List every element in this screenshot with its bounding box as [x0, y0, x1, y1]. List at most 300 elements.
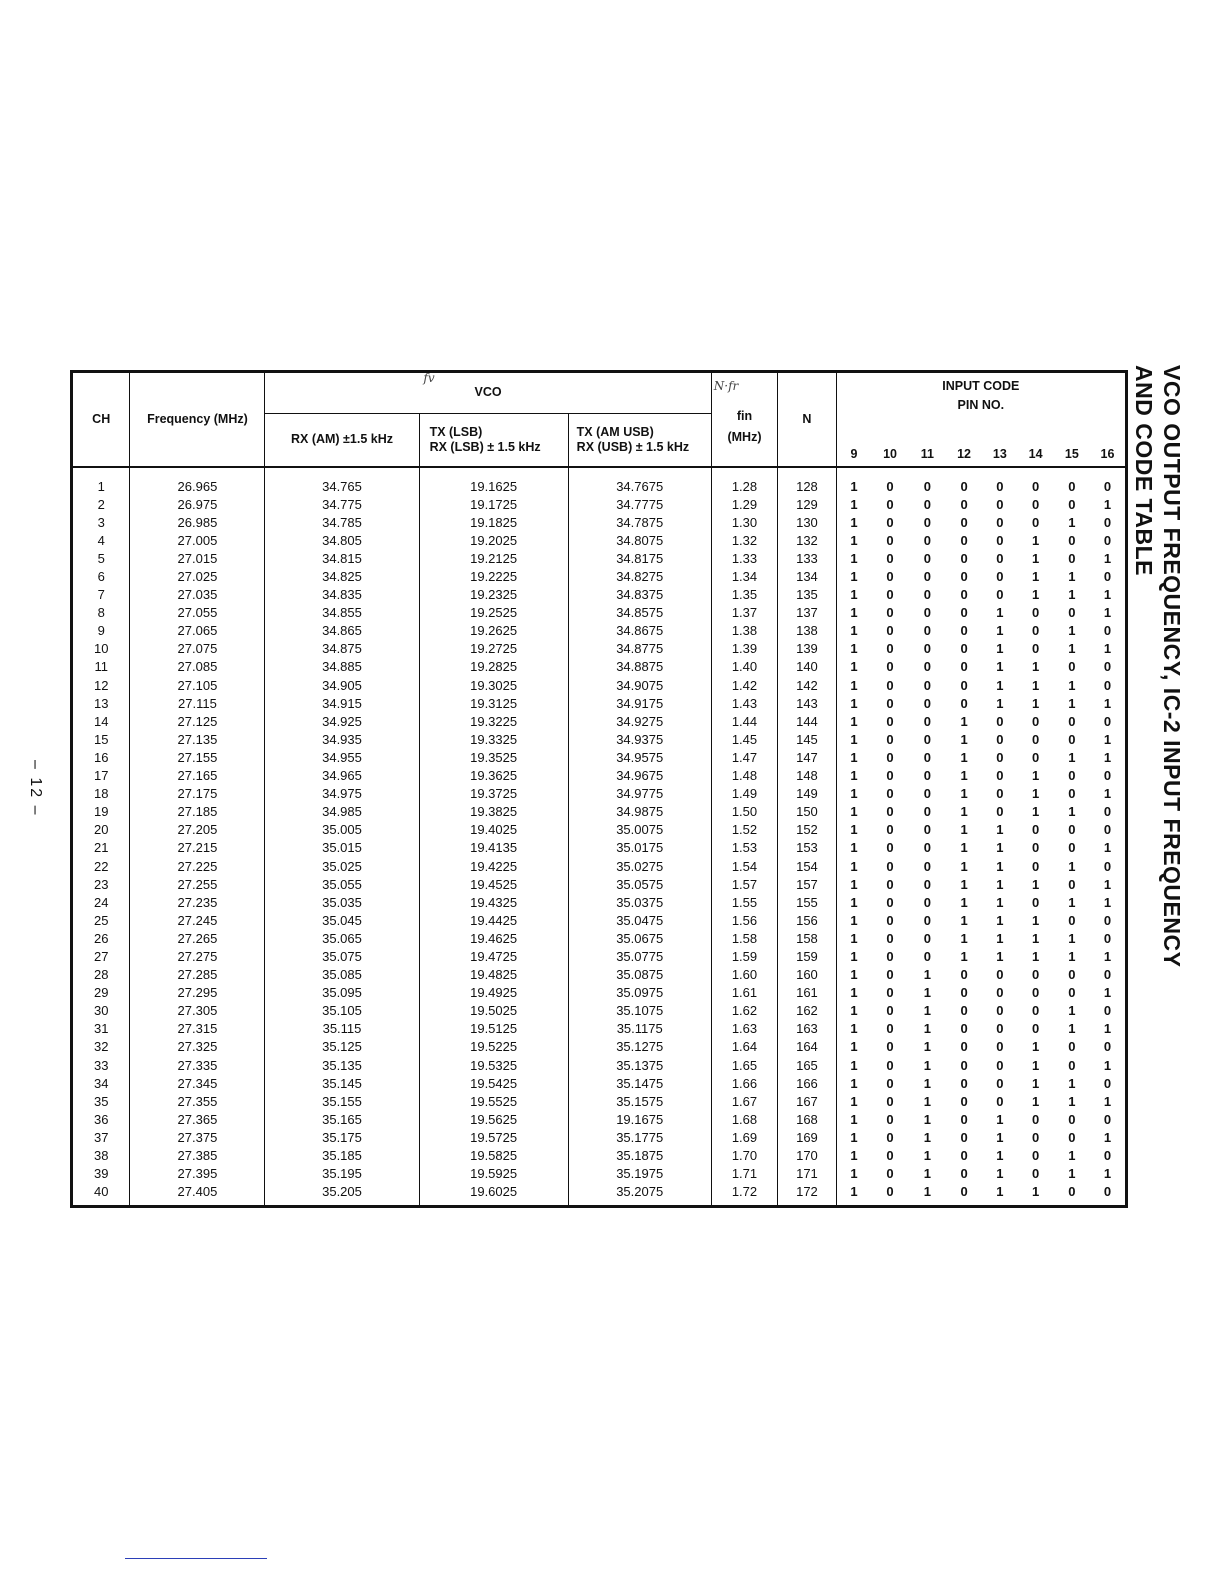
cell-pin-code: 0 — [923, 695, 931, 711]
cell-pin-code: 1 — [1031, 876, 1040, 892]
cell-tx-lsb: 19.5625 — [419, 1111, 568, 1129]
cell-pin-code: 0 — [886, 967, 894, 983]
cell-fin: 1.29 — [711, 496, 777, 514]
cell-rx-am: 34.875 — [265, 640, 419, 658]
cell-n: 156 — [778, 912, 836, 930]
cell-n: 143 — [778, 695, 836, 713]
cell-rx-am: 35.075 — [265, 948, 419, 966]
cell-pin-code: 1 — [996, 605, 1004, 621]
handwritten-nfr-annotation: N·fr — [713, 379, 739, 393]
table-row — [72, 857, 1127, 875]
cell-ch: 22 — [93, 858, 109, 874]
cell-tx-lsb: 19.6025 — [419, 1183, 568, 1207]
cell-pin-code: 1 — [1068, 948, 1076, 964]
cell-n: 150 — [778, 803, 836, 821]
cell-n: 159 — [778, 948, 836, 966]
cell-tx-am-usb: 35.1375 — [568, 1057, 711, 1075]
cell-n: 161 — [778, 984, 836, 1002]
cell-rx-am: 34.805 — [265, 532, 419, 550]
page-title — [1130, 365, 1186, 967]
cell-ch: 15 — [93, 731, 109, 747]
cell-ch: 1 — [97, 478, 105, 494]
cell-tx-am-usb: 35.1875 — [568, 1147, 711, 1165]
cell-pin-code: 1 — [1031, 532, 1040, 548]
cell-pin-code: 0 — [1103, 478, 1112, 494]
cell-fin: 1.38 — [711, 622, 777, 640]
cell-pin-code: 1 — [1068, 1148, 1076, 1164]
cell-rx-am: 34.965 — [265, 767, 419, 785]
cell-fin: 1.33 — [711, 550, 777, 568]
cell-pin-code: 0 — [1103, 1111, 1112, 1127]
cell-fin: 1.55 — [711, 894, 777, 912]
cell-fin: 1.63 — [711, 1020, 777, 1038]
cell-pin-code: 0 — [1068, 912, 1076, 928]
cell-pin-code: 1 — [836, 1093, 871, 1111]
cell-rx-am: 35.155 — [265, 1093, 419, 1111]
table-row — [72, 1111, 1127, 1129]
cell-freq: 27.235 — [130, 894, 265, 912]
cell-pin-code: 1 — [1031, 569, 1040, 585]
cell-tx-am-usb: 35.0875 — [568, 966, 711, 984]
cell-pin-code: 1 — [836, 1075, 871, 1093]
cell-freq: 27.015 — [130, 550, 265, 568]
table-row — [72, 984, 1127, 1002]
cell-pin-code: 1 — [1031, 677, 1040, 693]
cell-pin-code: 0 — [886, 514, 894, 530]
cell-pin-code: 1 — [1103, 985, 1112, 1001]
cell-tx-lsb: 19.3025 — [419, 677, 568, 695]
cell-pin-code: 1 — [996, 623, 1004, 639]
table-row — [72, 1165, 1127, 1183]
cell-fin: 1.58 — [711, 930, 777, 948]
cell-ch: 21 — [93, 840, 109, 856]
header-n: N — [778, 372, 836, 467]
cell-pin-code: 0 — [1103, 623, 1112, 639]
cell-pin-code: 1 — [836, 640, 871, 658]
table-row — [72, 894, 1127, 912]
cell-n: 162 — [778, 1002, 836, 1020]
cell-pin-code: 0 — [960, 587, 968, 603]
cell-pin-code: 0 — [1031, 1166, 1040, 1182]
cell-pin-code: 1 — [836, 1038, 871, 1056]
table-row — [72, 622, 1127, 640]
cell-pin-code: 0 — [1068, 967, 1076, 983]
cell-ch: 9 — [97, 623, 105, 639]
cell-pin-code: 1 — [836, 1165, 871, 1183]
cell-pin-code: 0 — [923, 605, 931, 621]
cell-pin-code: 0 — [1031, 967, 1040, 983]
cell-pin-code: 0 — [996, 1003, 1004, 1019]
table-row — [72, 1183, 1127, 1207]
cell-pin-code: 1 — [836, 930, 871, 948]
cell-pin-code: 0 — [923, 912, 931, 928]
cell-tx-lsb: 19.4725 — [419, 948, 568, 966]
cell-pin-code: 0 — [923, 641, 931, 657]
pin-header: 12 — [946, 413, 982, 467]
cell-pin-code: 1 — [1031, 804, 1040, 820]
cell-n: 166 — [778, 1075, 836, 1093]
cell-tx-lsb: 19.3725 — [419, 785, 568, 803]
cell-fin: 1.72 — [711, 1183, 777, 1207]
cell-tx-lsb: 19.4825 — [419, 966, 568, 984]
cell-rx-am: 34.985 — [265, 803, 419, 821]
table-row — [72, 1020, 1127, 1038]
cell-pin-code: 1 — [1068, 1021, 1076, 1037]
table-row — [72, 695, 1127, 713]
cell-tx-am-usb: 35.1775 — [568, 1129, 711, 1147]
cell-pin-code: 0 — [996, 713, 1004, 729]
cell-rx-am: 34.835 — [265, 586, 419, 604]
table-row — [72, 1002, 1127, 1020]
cell-tx-lsb: 19.5125 — [419, 1020, 568, 1038]
cell-fin: 1.60 — [711, 966, 777, 984]
cell-tx-am-usb: 34.8575 — [568, 604, 711, 622]
table-row — [72, 839, 1127, 857]
cell-fin: 1.44 — [711, 713, 777, 731]
cell-rx-am: 34.925 — [265, 713, 419, 731]
cell-pin-code: 1 — [1068, 749, 1076, 765]
cell-pin-code: 0 — [923, 677, 931, 693]
cell-tx-am-usb: 34.9275 — [568, 713, 711, 731]
cell-pin-code: 1 — [836, 622, 871, 640]
cell-pin-code: 1 — [1103, 1129, 1112, 1145]
cell-pin-code: 0 — [1068, 985, 1076, 1001]
cell-pin-code: 0 — [1068, 1057, 1076, 1073]
cell-pin-code: 0 — [923, 659, 931, 675]
cell-rx-am: 35.125 — [265, 1038, 419, 1056]
cell-ch: 34 — [93, 1075, 109, 1091]
cell-tx-lsb: 19.5325 — [419, 1057, 568, 1075]
cell-pin-code: 0 — [1031, 858, 1040, 874]
cell-tx-am-usb: 35.0375 — [568, 894, 711, 912]
cell-pin-code: 1 — [923, 1057, 931, 1073]
cell-fin: 1.34 — [711, 568, 777, 586]
cell-pin-code: 0 — [1103, 804, 1112, 820]
cell-ch: 35 — [93, 1093, 109, 1109]
cell-tx-am-usb: 19.1675 — [568, 1111, 711, 1129]
cell-freq: 27.175 — [130, 785, 265, 803]
cell-n: 139 — [778, 640, 836, 658]
cell-pin-code: 1 — [1068, 587, 1076, 603]
cell-ch: 32 — [93, 1039, 109, 1055]
pin-header: 10 — [871, 413, 908, 467]
header-ch: CH — [72, 372, 130, 467]
cell-pin-code: 1 — [1031, 912, 1040, 928]
cell-n: 132 — [778, 532, 836, 550]
table-row — [72, 640, 1127, 658]
cell-n: 128 — [778, 467, 836, 496]
cell-pin-code: 1 — [1068, 695, 1076, 711]
cell-pin-code: 0 — [886, 749, 894, 765]
cell-rx-am: 35.005 — [265, 821, 419, 839]
cell-pin-code: 1 — [836, 550, 871, 568]
cell-ch: 12 — [93, 677, 109, 693]
cell-pin-code: 0 — [1103, 514, 1112, 530]
cell-freq: 27.035 — [130, 586, 265, 604]
cell-tx-lsb: 19.3125 — [419, 695, 568, 713]
cell-fin: 1.50 — [711, 803, 777, 821]
cell-pin-code: 1 — [1103, 749, 1112, 765]
cell-tx-am-usb: 34.8775 — [568, 640, 711, 658]
cell-rx-am: 35.025 — [265, 857, 419, 875]
cell-n: 163 — [778, 1020, 836, 1038]
cell-pin-code: 0 — [960, 1003, 968, 1019]
cell-ch: 31 — [93, 1021, 109, 1037]
cell-freq: 27.405 — [130, 1183, 265, 1207]
cell-ch: 19 — [93, 804, 109, 820]
cell-rx-am: 34.935 — [265, 731, 419, 749]
cell-ch: 20 — [93, 822, 109, 838]
cell-pin-code: 1 — [1068, 858, 1076, 874]
footer-rule — [125, 1558, 267, 1559]
cell-pin-code: 0 — [886, 550, 894, 566]
cell-pin-code: 0 — [886, 822, 894, 838]
cell-pin-code: 0 — [1103, 659, 1112, 675]
cell-pin-code: 1 — [960, 840, 968, 856]
cell-tx-lsb: 19.4325 — [419, 894, 568, 912]
cell-pin-code: 0 — [886, 569, 894, 585]
table-row — [72, 966, 1127, 984]
cell-tx-am-usb: 35.1075 — [568, 1002, 711, 1020]
cell-fin: 1.69 — [711, 1129, 777, 1147]
cell-pin-code: 0 — [886, 1093, 894, 1109]
cell-pin-code: 0 — [996, 1093, 1004, 1109]
table-row — [72, 821, 1127, 839]
cell-pin-code: 0 — [923, 532, 931, 548]
cell-rx-am: 34.905 — [265, 677, 419, 695]
cell-tx-am-usb: 34.9375 — [568, 731, 711, 749]
cell-pin-code: 0 — [1031, 731, 1040, 747]
cell-fin: 1.59 — [711, 948, 777, 966]
cell-n: 157 — [778, 876, 836, 894]
cell-pin-code: 1 — [1031, 587, 1040, 603]
cell-pin-code: 0 — [1031, 641, 1040, 657]
table-row — [72, 677, 1127, 695]
cell-n: 147 — [778, 749, 836, 767]
cell-fin: 1.35 — [711, 586, 777, 604]
cell-tx-am-usb: 35.0175 — [568, 839, 711, 857]
cell-rx-am: 35.105 — [265, 1002, 419, 1020]
cell-pin-code: 0 — [1031, 894, 1040, 910]
cell-pin-code: 1 — [923, 1093, 931, 1109]
cell-pin-code: 0 — [960, 677, 968, 693]
cell-pin-code: 1 — [1103, 840, 1112, 856]
table-row — [72, 550, 1127, 568]
pin-header: 14 — [1017, 413, 1053, 467]
cell-pin-code: 0 — [960, 1075, 968, 1091]
cell-pin-code: 1 — [836, 912, 871, 930]
cell-pin-code: 1 — [836, 839, 871, 857]
cell-pin-code: 0 — [960, 478, 968, 494]
cell-pin-code: 1 — [836, 1020, 871, 1038]
cell-ch: 4 — [97, 532, 105, 548]
cell-pin-code: 1 — [836, 749, 871, 767]
cell-freq: 27.385 — [130, 1147, 265, 1165]
cell-pin-code: 0 — [1031, 514, 1040, 530]
cell-pin-code: 1 — [1068, 1166, 1076, 1182]
cell-pin-code: 1 — [1068, 677, 1076, 693]
cell-rx-am: 35.135 — [265, 1057, 419, 1075]
cell-pin-code: 0 — [886, 1039, 894, 1055]
cell-tx-lsb: 19.1625 — [419, 467, 568, 496]
table-row — [72, 1093, 1127, 1111]
cell-freq: 27.275 — [130, 948, 265, 966]
cell-rx-am: 34.815 — [265, 550, 419, 568]
table-row — [72, 532, 1127, 550]
cell-pin-code: 1 — [960, 948, 968, 964]
cell-pin-code: 0 — [960, 695, 968, 711]
cell-pin-code: 0 — [923, 496, 931, 512]
cell-n: 137 — [778, 604, 836, 622]
cell-rx-am: 34.915 — [265, 695, 419, 713]
cell-pin-code: 1 — [836, 604, 871, 622]
cell-rx-am: 34.975 — [265, 785, 419, 803]
cell-tx-am-usb: 35.0575 — [568, 876, 711, 894]
cell-pin-code: 1 — [836, 966, 871, 984]
cell-tx-lsb: 19.1725 — [419, 496, 568, 514]
cell-tx-lsb: 19.1825 — [419, 514, 568, 532]
cell-pin-code: 1 — [996, 659, 1004, 675]
cell-pin-code: 0 — [960, 569, 968, 585]
cell-tx-lsb: 19.5225 — [419, 1038, 568, 1056]
cell-pin-code: 0 — [1068, 786, 1076, 802]
cell-pin-code: 1 — [923, 1039, 931, 1055]
cell-n: 154 — [778, 857, 836, 875]
cell-fin: 1.28 — [711, 467, 777, 496]
cell-freq: 27.025 — [130, 568, 265, 586]
cell-pin-code: 0 — [960, 1111, 968, 1127]
cell-pin-code: 0 — [1031, 985, 1040, 1001]
cell-pin-code: 0 — [1068, 532, 1076, 548]
cell-pin-code: 0 — [886, 587, 894, 603]
cell-pin-code: 0 — [1068, 840, 1076, 856]
cell-n: 167 — [778, 1093, 836, 1111]
cell-freq: 27.125 — [130, 713, 265, 731]
cell-pin-code: 0 — [886, 1057, 894, 1073]
cell-ch: 18 — [93, 786, 109, 802]
cell-pin-code: 0 — [923, 804, 931, 820]
cell-freq: 27.285 — [130, 966, 265, 984]
cell-pin-code: 0 — [1068, 768, 1076, 784]
cell-pin-code: 1 — [960, 822, 968, 838]
cell-pin-code: 1 — [960, 858, 968, 874]
table-row — [72, 912, 1127, 930]
cell-pin-code: 0 — [886, 876, 894, 892]
cell-pin-code: 1 — [836, 568, 871, 586]
cell-pin-code: 0 — [960, 550, 968, 566]
cell-ch: 16 — [93, 749, 109, 765]
cell-pin-code: 0 — [1068, 1129, 1076, 1145]
cell-fin: 1.42 — [711, 677, 777, 695]
cell-pin-code: 0 — [923, 822, 931, 838]
cell-freq: 27.075 — [130, 640, 265, 658]
cell-pin-code: 0 — [1103, 858, 1112, 874]
cell-pin-code: 1 — [960, 731, 968, 747]
cell-pin-code: 0 — [923, 840, 931, 856]
cell-tx-lsb: 19.2525 — [419, 604, 568, 622]
cell-freq: 26.975 — [130, 496, 265, 514]
cell-pin-code: 1 — [836, 803, 871, 821]
cell-tx-lsb: 19.3625 — [419, 767, 568, 785]
cell-pin-code: 0 — [1103, 1075, 1112, 1091]
cell-pin-code: 1 — [996, 948, 1004, 964]
cell-freq: 27.335 — [130, 1057, 265, 1075]
cell-fin: 1.32 — [711, 532, 777, 550]
cell-tx-lsb: 19.3525 — [419, 749, 568, 767]
table-row — [72, 767, 1127, 785]
cell-pin-code: 0 — [1103, 912, 1112, 928]
cell-tx-am-usb: 35.2075 — [568, 1183, 711, 1207]
cell-pin-code: 0 — [996, 496, 1004, 512]
cell-n: 145 — [778, 731, 836, 749]
cell-tx-lsb: 19.2125 — [419, 550, 568, 568]
cell-tx-lsb: 19.3225 — [419, 713, 568, 731]
cell-freq: 27.305 — [130, 1002, 265, 1020]
cell-pin-code: 0 — [996, 749, 1004, 765]
table-body — [72, 467, 1127, 1207]
cell-freq: 27.135 — [130, 731, 265, 749]
cell-rx-am: 35.015 — [265, 839, 419, 857]
cell-pin-code: 0 — [1031, 822, 1040, 838]
table-row — [72, 1147, 1127, 1165]
cell-pin-code: 0 — [886, 731, 894, 747]
cell-freq: 27.005 — [130, 532, 265, 550]
cell-pin-code: 1 — [923, 1148, 931, 1164]
cell-pin-code: 1 — [1031, 1039, 1040, 1055]
cell-tx-am-usb: 34.8075 — [568, 532, 711, 550]
cell-pin-code: 0 — [1031, 713, 1040, 729]
cell-pin-code: 0 — [960, 1039, 968, 1055]
table-row — [72, 930, 1127, 948]
cell-pin-code: 1 — [996, 1184, 1004, 1200]
cell-pin-code: 1 — [996, 876, 1004, 892]
cell-pin-code: 0 — [1031, 840, 1040, 856]
cell-ch: 23 — [93, 876, 109, 892]
cell-pin-code: 0 — [886, 713, 894, 729]
cell-tx-am-usb: 34.7775 — [568, 496, 711, 514]
cell-tx-lsb: 19.4625 — [419, 930, 568, 948]
cell-pin-code: 1 — [836, 496, 871, 514]
cell-fin: 1.61 — [711, 984, 777, 1002]
cell-freq: 27.365 — [130, 1111, 265, 1129]
cell-tx-am-usb: 34.8175 — [568, 550, 711, 568]
cell-pin-code: 0 — [960, 1129, 968, 1145]
cell-tx-lsb: 19.5825 — [419, 1147, 568, 1165]
cell-pin-code: 0 — [1068, 659, 1076, 675]
cell-pin-code: 0 — [996, 985, 1004, 1001]
cell-pin-code: 1 — [1103, 1166, 1112, 1182]
cell-pin-code: 0 — [1031, 1021, 1040, 1037]
cell-pin-code: 0 — [960, 1148, 968, 1164]
cell-tx-am-usb: 34.9575 — [568, 749, 711, 767]
cell-ch: 2 — [97, 496, 105, 512]
cell-pin-code: 0 — [923, 550, 931, 566]
cell-pin-code: 0 — [886, 623, 894, 639]
cell-rx-am: 35.195 — [265, 1165, 419, 1183]
cell-freq: 27.205 — [130, 821, 265, 839]
cell-tx-lsb: 19.5925 — [419, 1165, 568, 1183]
cell-pin-code: 0 — [996, 1039, 1004, 1055]
cell-pin-code: 0 — [960, 514, 968, 530]
header-frequency: Frequency (MHz) — [130, 372, 265, 467]
cell-n: 169 — [778, 1129, 836, 1147]
cell-pin-code: 1 — [1068, 804, 1076, 820]
cell-pin-code: 0 — [886, 496, 894, 512]
table-row — [72, 803, 1127, 821]
cell-pin-code: 0 — [1031, 1003, 1040, 1019]
cell-pin-code: 0 — [923, 478, 931, 494]
cell-pin-code: 1 — [836, 1002, 871, 1020]
